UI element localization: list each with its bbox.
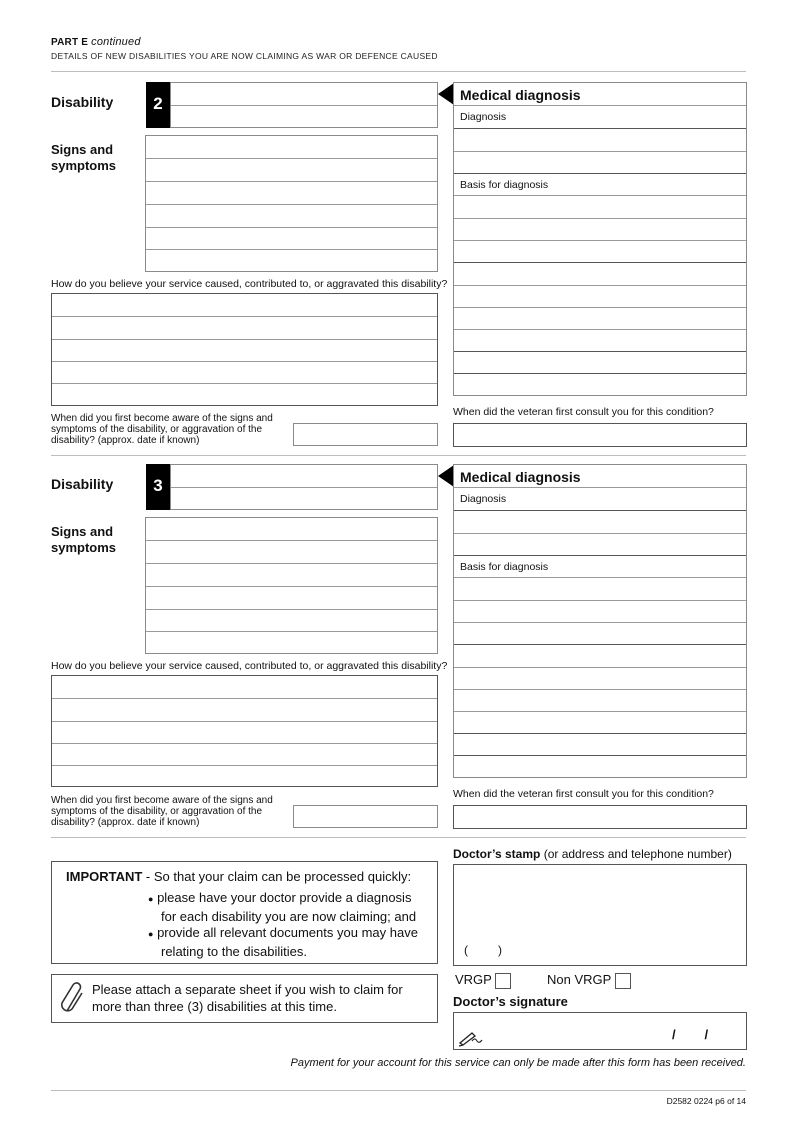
section-divider (51, 837, 746, 838)
important-notice (51, 861, 438, 964)
attach-notice (51, 974, 438, 1023)
aware-date-field[interactable] (293, 805, 438, 828)
phone-area-code: ( ) (464, 943, 502, 957)
important-bullet-1: ● please have your doctor provide a diagnosis for each disability you are now claiming; and (148, 890, 417, 924)
diagnosis-label: Diagnosis (460, 111, 507, 123)
doctor-stamp-heading: Doctor’s stamp (or address and telephone number) (453, 847, 732, 861)
disability-name-field[interactable] (170, 82, 438, 128)
attach-text: Please attach a separate sheet if you wish to claim for more than three (3) disabilities at this time. (92, 982, 403, 1014)
disability-number-badge: 3 (146, 464, 170, 510)
service-question: How do you believe your service caused, contributed to, or aggravated this disability? (51, 278, 448, 290)
doctor-stamp-field[interactable] (453, 864, 747, 966)
service-answer-field[interactable] (51, 293, 438, 406)
signs-symptoms-label: Signs and symptoms (51, 524, 117, 555)
service-question: How do you believe your service caused, contributed to, or aggravated this disability? (51, 660, 448, 672)
medical-diagnosis-panel[interactable] (453, 82, 747, 396)
service-answer-field[interactable] (51, 675, 438, 787)
non-vrgp-option[interactable]: Non VRGP (547, 972, 631, 989)
doctor-signature-label: Doctor’s signature (453, 994, 568, 1009)
part-subtitle: DETAILS OF NEW DISABILITIES YOU ARE NOW CLAIMING AS WAR OR DEFENCE CAUSED (51, 51, 438, 61)
header-divider (51, 71, 746, 72)
part-heading (51, 36, 141, 48)
form-code: D2582 0224 p6 of 14 (666, 1096, 746, 1106)
important-bullet-2: ● provide all relevant documents you may have relating to the disabilities. (148, 925, 418, 959)
basis-label: Basis for diagnosis (460, 561, 549, 573)
consult-question: When did the veteran first consult you for this condition? (453, 406, 714, 418)
disability-label: Disability (51, 476, 114, 492)
paperclip-icon (60, 981, 86, 1020)
medical-diagnosis-title: Medical diagnosis (460, 87, 581, 103)
signs-symptoms-label: Signs and symptoms (51, 142, 117, 173)
non-vrgp-checkbox[interactable] (615, 973, 631, 989)
continued-label: continued (91, 36, 141, 48)
consult-date-field[interactable] (453, 805, 747, 829)
signature-date: / / (672, 1027, 709, 1042)
important-intro: IMPORTANT - So that your claim can be processed quickly: (66, 869, 412, 884)
disability-label: Disability (51, 94, 114, 110)
aware-date-field[interactable] (293, 423, 438, 446)
disability-number-badge: 2 (146, 82, 170, 128)
pointer-arrow-icon (438, 83, 454, 105)
section-divider (51, 455, 746, 456)
consult-question: When did the veteran first consult you for this condition? (453, 788, 714, 800)
doctor-signature-field[interactable] (453, 1012, 747, 1050)
aware-question: When did you first become aware of the signs and symptoms of the disability, or aggravation of the disability? (approx. date if known) (51, 413, 273, 446)
medical-diagnosis-panel[interactable] (453, 464, 747, 778)
pen-sign-icon (458, 1029, 484, 1052)
disability-name-field[interactable] (170, 464, 438, 510)
aware-question: When did you first become aware of the signs and symptoms of the disability, or aggravation of the disability? (approx. date if known) (51, 795, 273, 828)
signs-symptoms-field[interactable] (145, 517, 438, 654)
part-label: PART E (51, 37, 89, 48)
diagnosis-label: Diagnosis (460, 493, 507, 505)
consult-date-field[interactable] (453, 423, 747, 447)
footer-divider (51, 1090, 746, 1091)
basis-label: Basis for diagnosis (460, 179, 549, 191)
vrgp-checkbox[interactable] (495, 973, 511, 989)
vrgp-option[interactable]: VRGP (455, 972, 511, 989)
pointer-arrow-icon (438, 465, 454, 487)
signs-symptoms-field[interactable] (145, 135, 438, 272)
payment-note: Payment for your account for this service can only be made after this form has been received. (290, 1057, 746, 1069)
medical-diagnosis-title: Medical diagnosis (460, 469, 581, 485)
